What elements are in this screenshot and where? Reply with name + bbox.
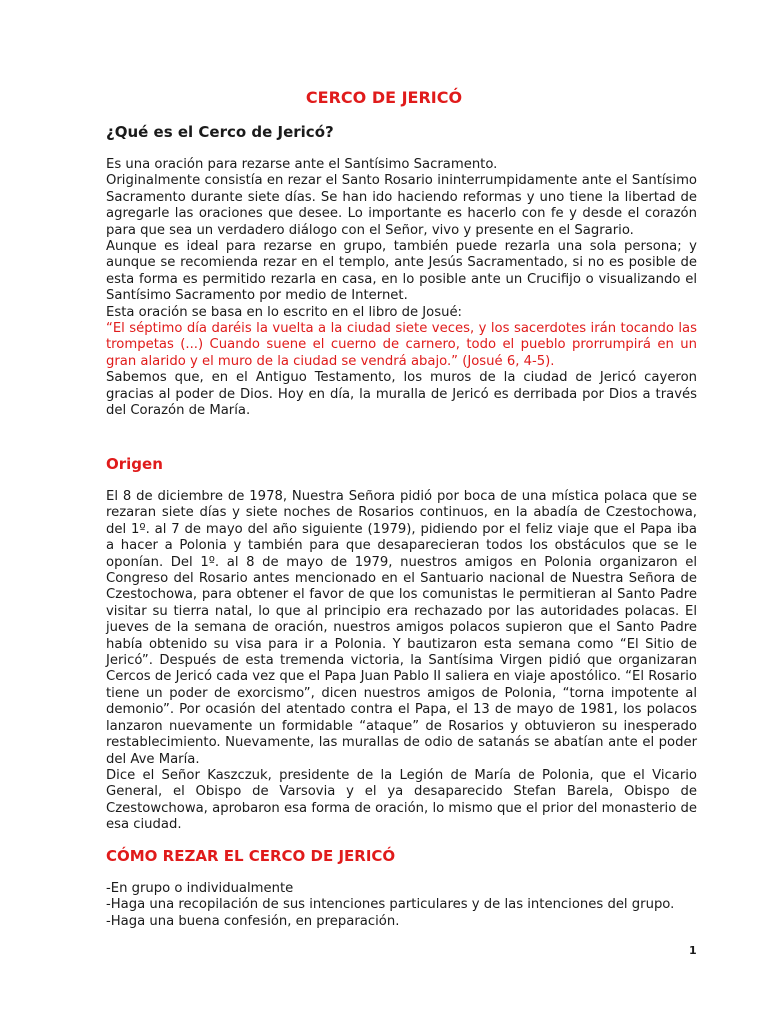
page-number: 1 (689, 944, 697, 957)
scripture-quote: “El séptimo día daréis la vuelta a la ciudad siete veces, y los sacerdotes irán tocando las trompetas (...) Cuando suene el cuerno de carnero, todo el pueblo prorrumpirá en un gran alarido y el muro de la ciudad se vendrá abajo.” (Josué 6, 4-5). (106, 321, 697, 369)
section-body-como-rezar (106, 881, 697, 930)
list-item: -En grupo o individualmente (106, 881, 294, 896)
paragraph: El 8 de diciembre de 1978, Nuestra Señora pidió por boca de una mística polaca que se rezaran siete días y siete noches de Rosarios continuos, en la abadía de Czestochowa, del 1º. al 7 de mayo del año siguiente (1979), pidiendo por el feliz viaje que el Papa iba a hacer a Polonia y también para que desaparecieran todos los obstáculos que se le oponían. Del 1º. al 8 de mayo de 1979, nuestros amigos en Polonia organizaron el Congreso del Rosario antes mencionado en el Santuario nacional de Nuestra Señora de Czestochowa, para obtener el favor de que los comunistas le permitieran al Santo Padre visitar su tierra natal, lo que al principio era rechazado por las autoridades polacas. El jueves de la semana de oración, nuestros amigos polacos supieron que el Santo Padre había obtenido su visa para ir a Polonia. Y bautizaron esta semana como “El Sitio de Jericó”. Después de esta tremenda victoria, la Santísima Virgen pidió que organizaran Cercos de Jericó cada vez que el Papa Juan Pablo II saliera en viaje apostólico. “El Rosario tiene un poder de exorcismo”, dicen nuestros amigos de Polonia, “torna impotente al demonio”. Por ocasión del atentado contra el Papa, el 13 de mayo de 1981, los polacos lanzaron nuevamente un formidable “ataque” de Rosarios y obtuvieron su inesperado restablecimiento. Nuevamente, las murallas de odio de satanás se abatían ante el poder del Ave María. (106, 489, 697, 767)
section-body-que-es (106, 157, 697, 420)
section-heading-como-rezar: CÓMO REZAR EL CERCO DE JERICÓ (106, 847, 396, 865)
paragraph: Sabemos que, en el Antiguo Testamento, los muros de la ciudad de Jericó cayeron gracias al poder de Dios. Hoy en día, la muralla de Jericó es derribada por Dios a través del Corazón de María. (106, 370, 697, 419)
section-body-origen (106, 489, 697, 834)
document-title: CERCO DE JERICÓ (305, 88, 463, 107)
list-item: -Haga una recopilación de sus intenciones particulares y de las intenciones del grupo. (106, 897, 675, 913)
paragraph: Dice el Señor Kaszczuk, presidente de la Legión de María de Polonia, que el Vicario General, el Obispo de Varsovia y el ya desaparecido Stefan Barela, Obispo de Czestowchowa, aprobaron esa forma de oración, lo mismo que el prior del monasterio de esa ciudad. (106, 767, 697, 833)
section-heading-que-es: ¿Qué es el Cerco de Jericó? (106, 123, 334, 141)
paragraph: Esta oración se basa en lo escrito en el libro de Josué: (106, 304, 463, 320)
paragraph: Aunque es ideal para rezarse en grupo, también puede rezarla una sola persona; y aunque se recomienda rezar en el templo, ante Jesús Sacramentado, si no es posible de esta forma es permitido rezarla en casa, en lo posible ante un Crucifijo o visualizando el Santísimo Sacramento por medio de Internet. (106, 239, 697, 304)
section-heading-origen: Origen (106, 455, 163, 473)
paragraph: Es una oración para rezarse ante el Santísimo Sacramento. (106, 157, 498, 172)
list-item: -Haga una buena confesión, en preparación. (106, 913, 400, 929)
paragraph: Originalmente consistía en rezar el Santo Rosario ininterrumpidamente ante el Santísimo Sacramento durante siete días. Se han ido haciendo reformas y uno tiene la libertad de agregarle las oraciones que desee. Lo importante es hacerlo con fe y desde el corazón para que sea un verdadero diálogo con el Señor, vivo y presente en el Sagrario. (106, 173, 697, 238)
